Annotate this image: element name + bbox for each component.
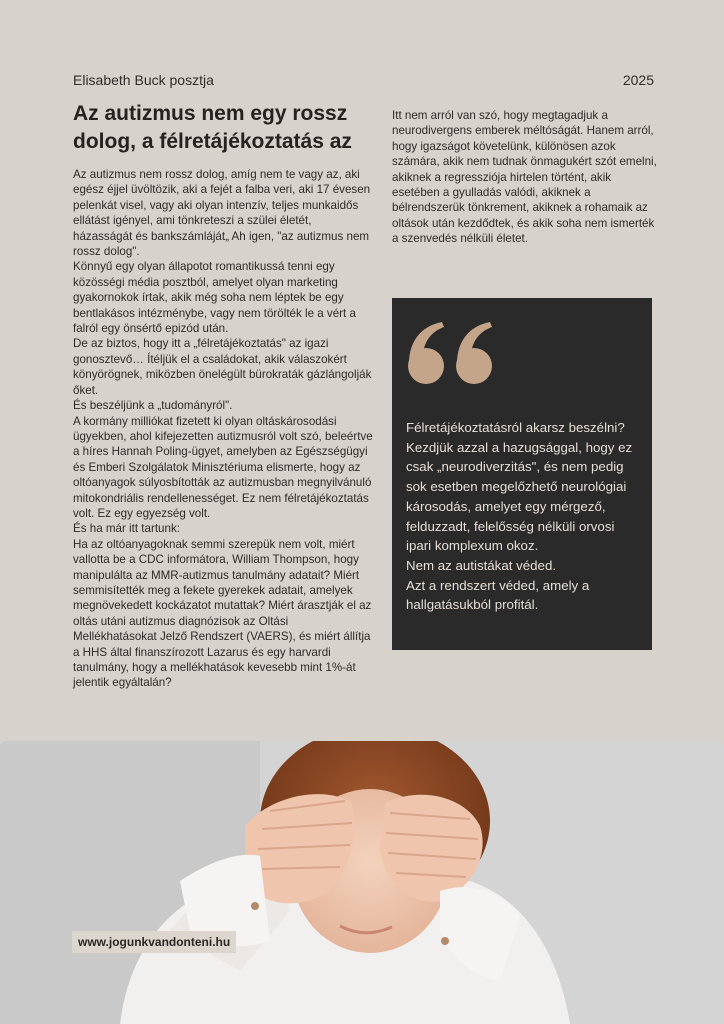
quote-line: Kezdjük azzal a hazugsággal, hogy ez csak „neurodiverzitás", és nem pedig sok esetben megelőzhető neurológiai károsodás, amelyet egy mérgező, felduzzadt, felelősség nélküli orvosi ipari komplexum okoz.	[406, 439, 633, 554]
child-photo	[0, 741, 724, 1024]
quote-line: Azt a rendszert véded, amely a hallgatásukból profitál.	[406, 577, 590, 613]
article-title: Az autizmus nem egy rossz dolog, a félretájékoztatás az	[73, 102, 352, 153]
quote-box	[392, 298, 652, 650]
quote-line: Félretájékoztatásról akarsz beszélni?	[406, 420, 625, 435]
article-paragraph: A kormány milliókat fizetett ki olyan oltáskárosodási ügyekben, ahol kifejezetten autizmusról volt szó, beleértve a híres Hannah Poling-ügyet, amelyben az Egészségügyi és Emberi Szolgálatok Minisztériuma elismerte, hogy az oltóanyagok súlyosbították az autizmusban megnyilvánuló mitokondriális rendellenességet. Ez nem félretájékoztatás volt. Ez egy egyezség volt.	[73, 414, 373, 520]
website-url-label[interactable]: www.jogunkvandonteni.hu	[72, 931, 236, 953]
article-right-paragraph: Itt nem arról van szó, hogy megtagadjuk a neurodivergens emberek méltóságát. Hanem arról, hogy igazságot követelünk, különösen azok számára, akik nem tudnak önmagukért szót emelni, akiknek a regressziója hirtelen történt, akik esetében a gyulladás valódi, akiknek a bélrendszerük tönkrement, akiknek a rohamaik az oltások után kezdődtek, és akik soha nem ismerték a szenvedés nélküli életet.	[392, 109, 657, 246]
article-paragraph: De az biztos, hogy itt a „félretájékoztatás" az igazi gonosztevő… Ítéljük el a családokat, akik válaszokért könyörögnek, miközben önelégült bürokraták gázlángolják őket.	[73, 337, 372, 397]
article-paragraph: Könnyű egy olyan állapotot romantikussá tenni egy közösségi média posztból, amelyet olyan marketing gyakornokok írtak, akik még soha nem léptek be egy bentlakásos intézménybe, vagy nem törölték le a vért a falról egy önsértő epizód után.	[73, 260, 356, 336]
year-label: 2025	[622, 72, 654, 88]
quote-line: Nem az autistákat véded.	[406, 557, 557, 573]
child-covering-eyes-illustration	[0, 741, 724, 1024]
article-paragraph: És ha már itt tartunk:	[73, 522, 180, 536]
quote-mark-icon	[406, 320, 498, 386]
article-paragraph: És beszéljünk a „tudományról".	[73, 399, 233, 413]
article-left-column	[73, 167, 373, 691]
author-label: Elisabeth Buck posztja	[73, 72, 214, 88]
article-paragraph: Az autizmus nem rossz dolog, amíg nem te vagy az, aki egész éjjel üvöltözik, aki a fejét a falba veri, aki 17 évesen pelenkát visel, vagy aki olyan intenzív, teljes munkaidős ellátást igényel, ami tönkreteszi a szülei életét, házasságát és bankszámláját„ Ah igen, "az autizmus nem rossz dolog".	[73, 168, 371, 259]
article-paragraph: Ha az oltóanyagoknak semmi szerepük nem volt, miért vallotta be a CDC informátora, William Thompson, hogy manipulálta az MMR-autizmus tanulmány adatait? Miért semmisítették meg a fekete gyerekek adatait, amelyek megnövekedett kockázatot mutattak? Miért árasztják el az oltás utáni autizmus diagnózisok az Oltási Mellékhatásokat Jelző Rendszert (VAERS), és miért állítja a HHS által finanszírozott Lazarus és egy harvardi tanulmány, hogy a mellékhatások kevesebb mint 1%-át jelentik egyáltalán?	[73, 537, 372, 690]
quote-text	[406, 418, 642, 615]
